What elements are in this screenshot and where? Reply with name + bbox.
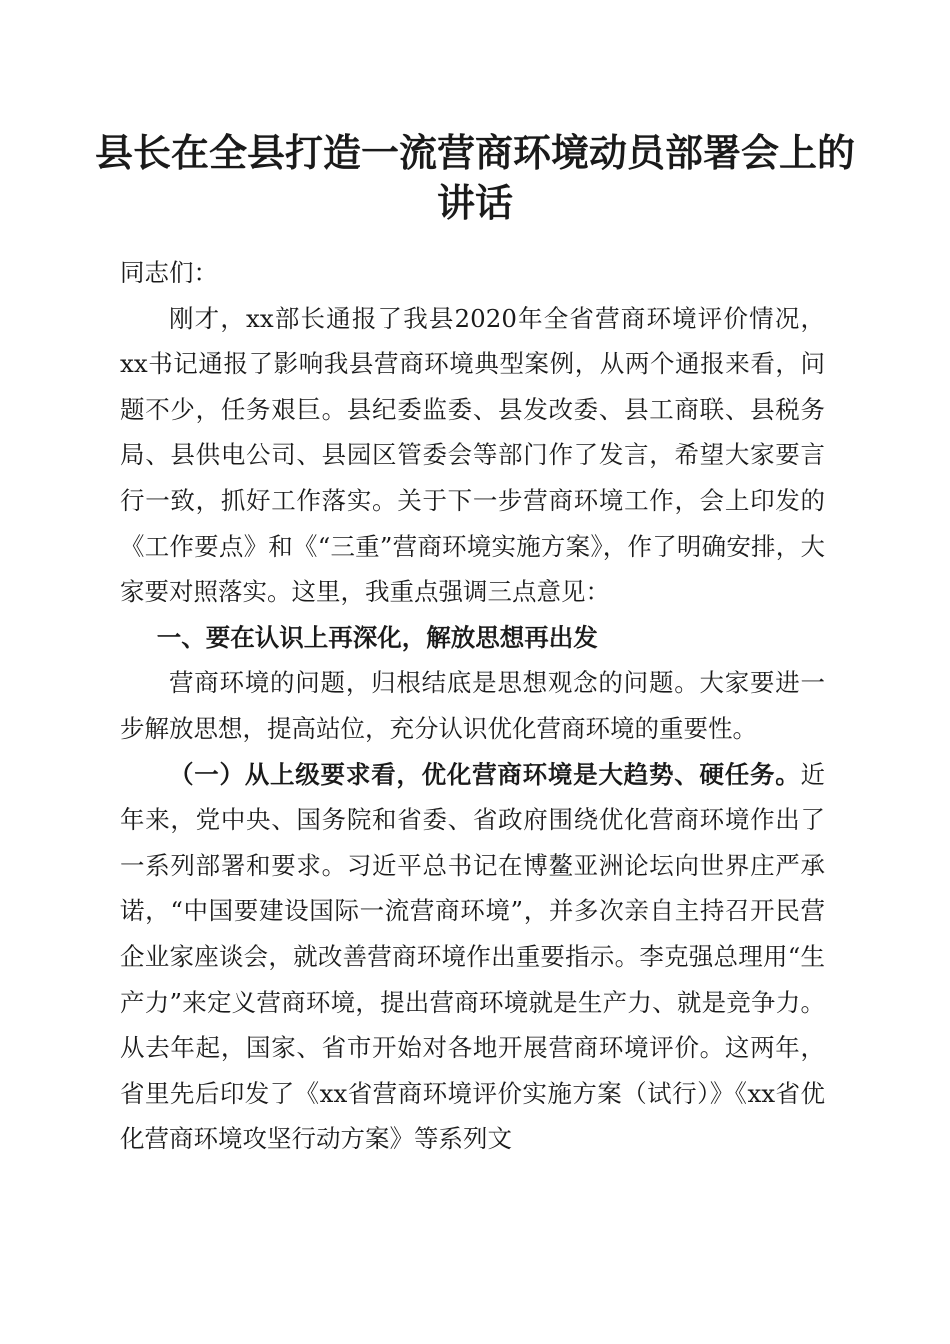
subsection-text: 近年来，党中央、国务院和省委、省政府围绕优化营商环境作出了一系列部署和要求。习近平总书记在博鳌亚洲论坛向世界庄严承诺，“中国要建设国际一流营商环境”，并多次亲自主持召开民营企业家座谈会，就改善营商环境作出重要指示。李克强总理用“生产力”来定义营商环境，提出营商环境就是生产力、就是竞争力。从去年起，国家、省市开始对各地开展营商环境评价。这两年，省里先后印发了《xx省营商环境评价实施方案（试行）》《xx省优化营商环境攻坚行动方案》等系列文 xyxy=(120,759,826,1154)
subsection-lead: （一）从上级要求看，优化营商环境是大趋势、硬任务。 xyxy=(169,759,801,789)
document-title: 县长在全县打造一流营商环境动员部署会上的讲话 xyxy=(94,130,855,225)
subsection-paragraph xyxy=(120,752,825,1162)
opening-paragraph: 刚才，xx部长通报了我县2020年全省营商环境评价情况，xx书记通报了影响我县营商环境典型案例，从两个通报来看，问题不少，任务艰巨。县纪委监委、县发改委、县工商联、县税务局、县供电公司、县园区管委会等部门作了发言，希望大家要言行一致，抓好工作落实。关于下一步营商环境工作，会上印发的《工作要点》和《“三重”营商环境实施方案》，作了明确安排，大家要对照落实。这里，我重点强调三点意见： xyxy=(120,303,825,607)
salutation: 同志们： xyxy=(120,258,218,287)
document-body xyxy=(120,250,825,1162)
section-paragraph: 营商环境的问题，归根结底是思想观念的问题。大家要进一步解放思想，提高站位，充分认识优化营商环境的重要性。 xyxy=(120,668,825,743)
section-heading: 一、要在认识上再深化，解放思想再出发 xyxy=(156,622,598,652)
